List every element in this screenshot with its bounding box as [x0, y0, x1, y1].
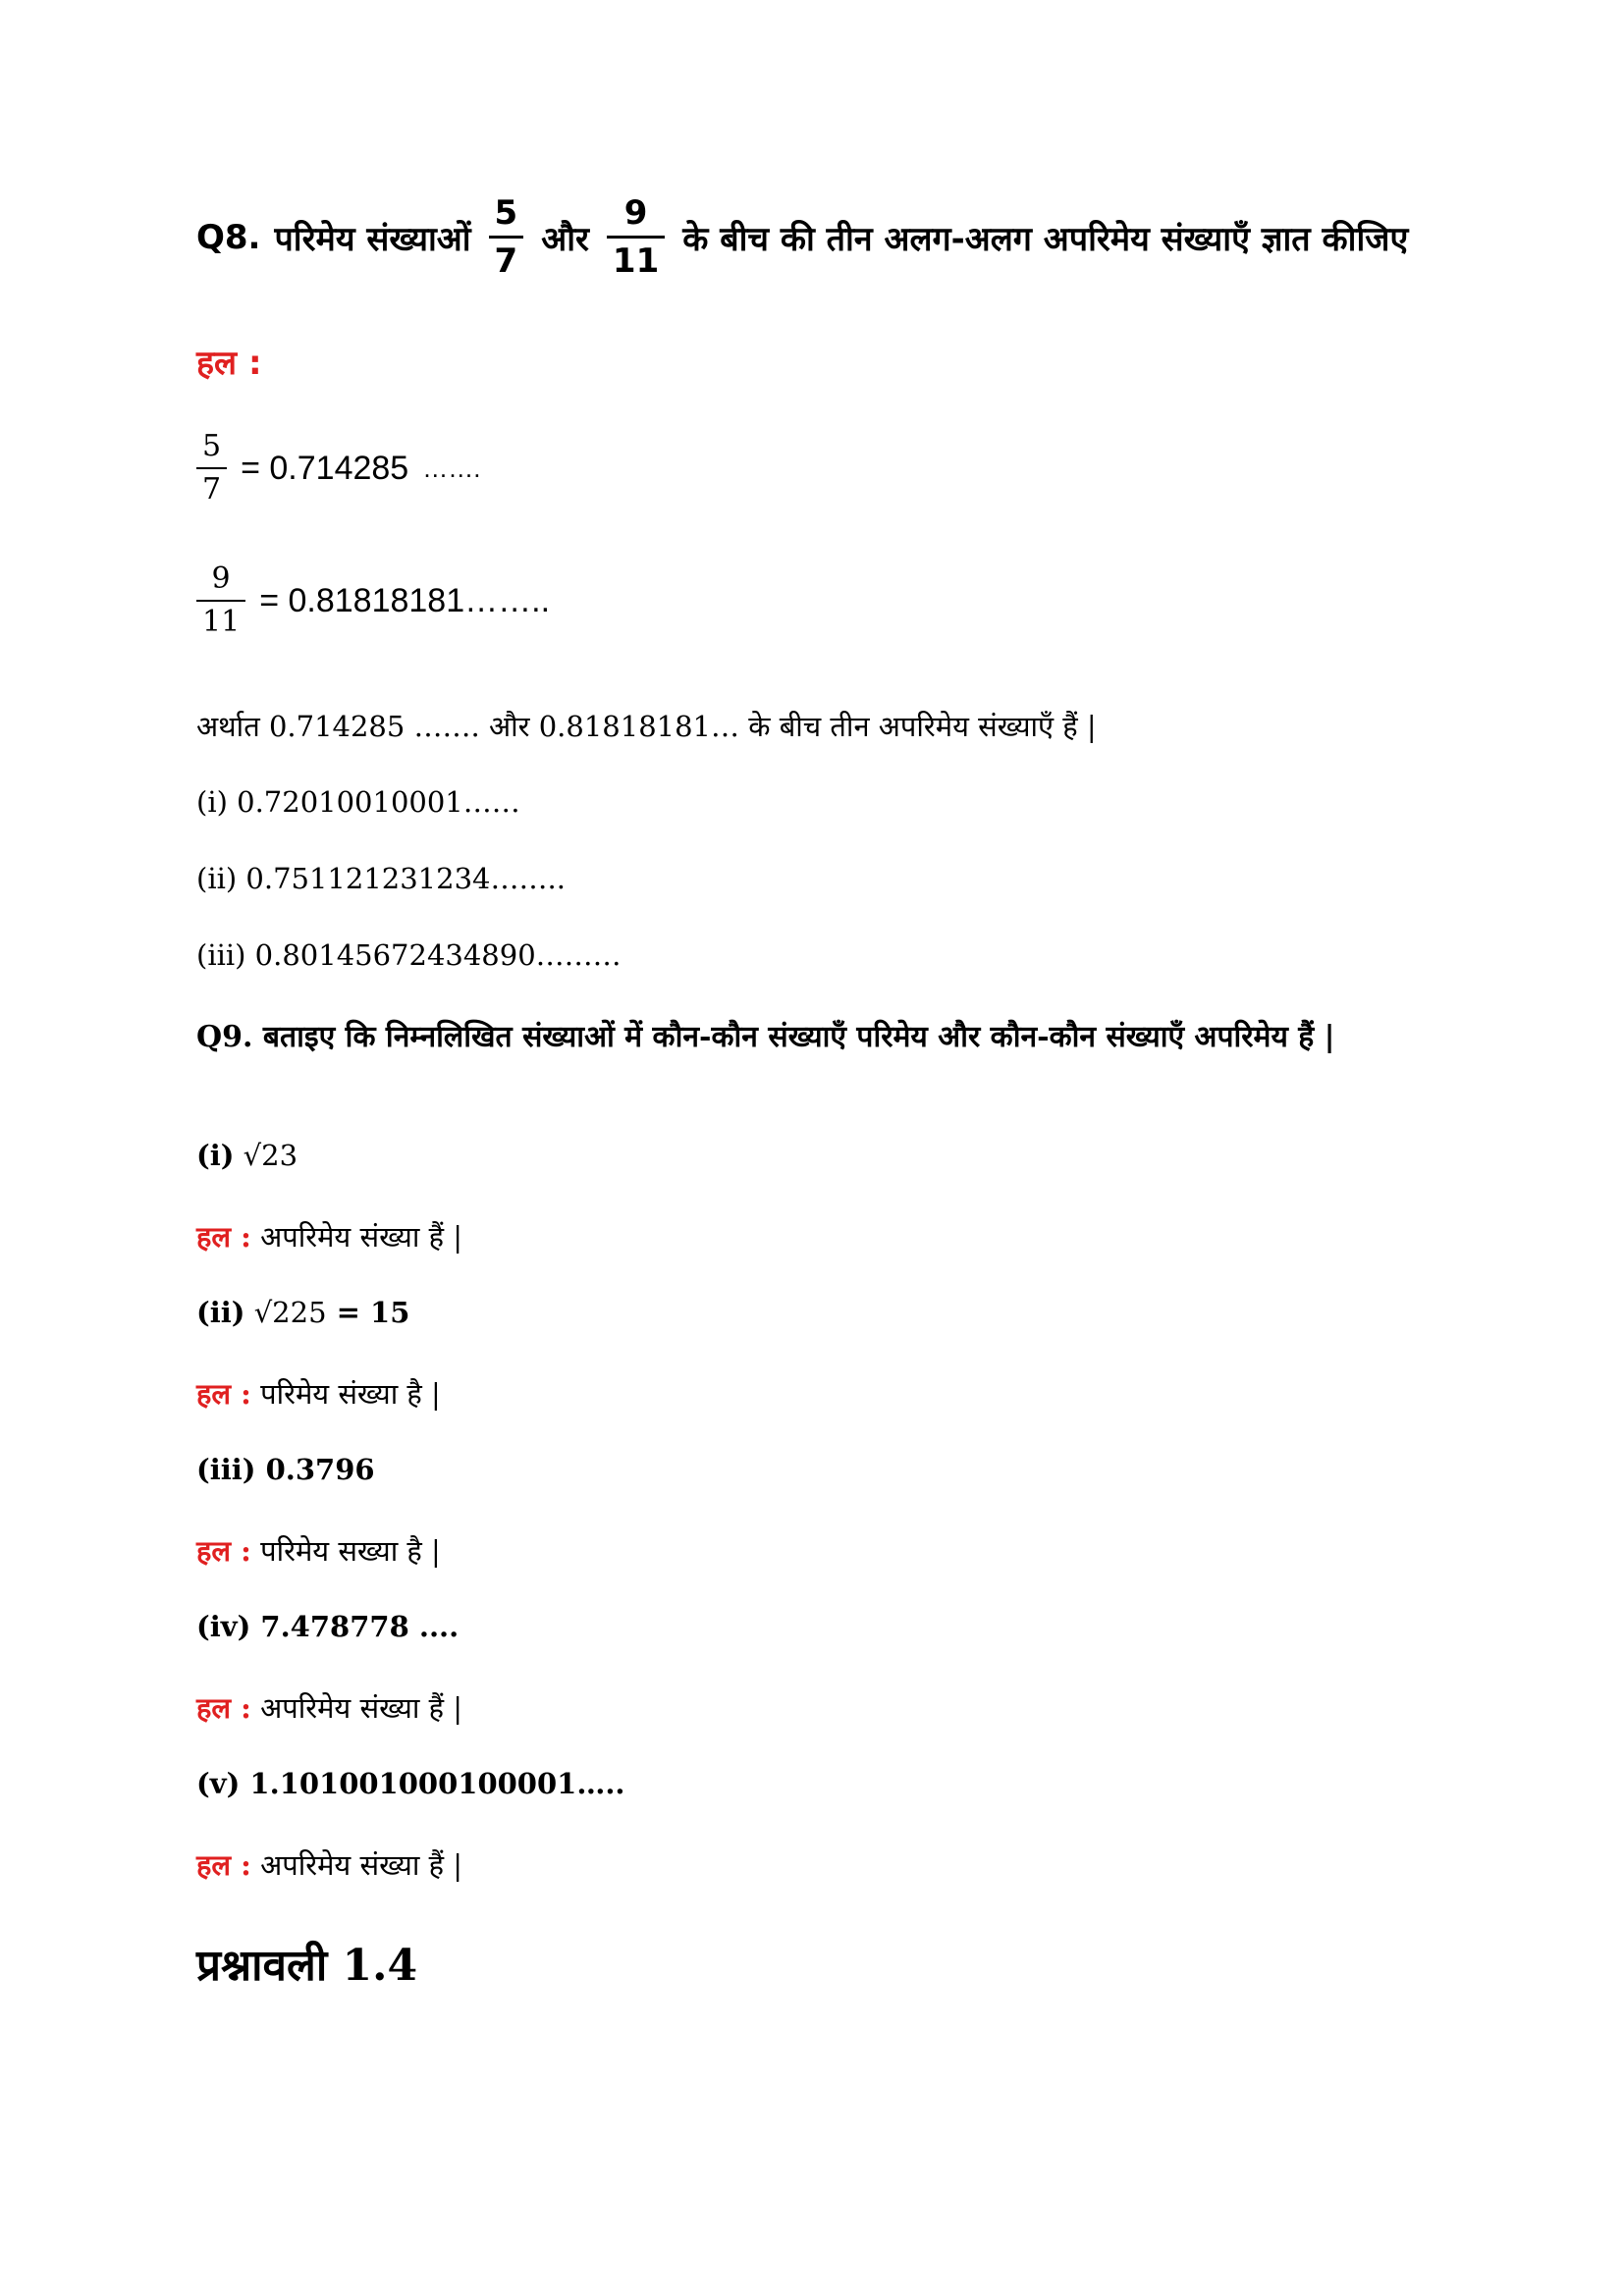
- fraction: $\frac{5}{7}$: [196, 432, 227, 505]
- question-item: [196, 1453, 375, 1486]
- question-item: [196, 1767, 625, 1800]
- question-item: [196, 1610, 459, 1643]
- item-answer: अपरिमेय संख्या हैं |: [260, 1848, 462, 1882]
- solution-label: हल :: [196, 1691, 251, 1725]
- question-9: [196, 1015, 1434, 1060]
- question-text: बताइए कि निम्नलिखित संख्याओं में कौन-कौन संख्याएँ परिमेय और कौन-कौन संख्याएँ अपरिमेय हैं |: [262, 1020, 1335, 1054]
- equation-value: = 0.81818181……..: [259, 581, 551, 619]
- item-solution: [196, 1531, 441, 1570]
- question-text: परिमेय संख्याओं: [274, 219, 471, 259]
- result-item: (iii) 0.80145672434890………: [196, 938, 622, 972]
- question-text: के बीच की तीन अलग-अलग अपरिमेय संख्याएँ ज्ञात कीजिए: [682, 219, 1409, 259]
- question-text: और: [541, 219, 589, 259]
- item-label: (iii) 0.3796: [196, 1453, 375, 1486]
- item-answer: अपरिमेय संख्या हैं |: [260, 1691, 462, 1725]
- item-label: (i): [196, 1139, 235, 1172]
- solution-label: हल :: [196, 1534, 251, 1568]
- item-label: (v) 1.101001000100001…..: [196, 1767, 625, 1800]
- question-item: [196, 1139, 298, 1172]
- item-expression: √23: [234, 1139, 298, 1172]
- question-label: Q9.: [196, 1020, 253, 1054]
- item-expression: √225: [244, 1296, 327, 1329]
- item-solution: [196, 1845, 462, 1884]
- item-result: = 15: [326, 1296, 410, 1329]
- item-solution: [196, 1374, 441, 1413]
- fraction-9-11: $\frac{9}{11}$: [607, 196, 665, 278]
- question-label: Q8.: [196, 217, 261, 257]
- item-label: (iv) 7.478778 ....: [196, 1610, 460, 1643]
- fraction-5-7: $\frac{5}{7}$: [489, 196, 524, 278]
- equation-value: = 0.714285: [241, 449, 409, 487]
- item-solution: [196, 1688, 462, 1727]
- solution-label: हल :: [196, 344, 262, 383]
- fraction: $\frac{9}{11}$: [196, 564, 245, 637]
- solution-label: हल :: [196, 1377, 251, 1411]
- solution-label: हल :: [196, 1848, 251, 1882]
- question-item: [196, 1296, 409, 1329]
- question-8: [196, 193, 1422, 281]
- item-answer: परिमेय संख्या है |: [260, 1377, 441, 1411]
- item-answer: अपरिमेय संख्या हैं |: [260, 1220, 462, 1254]
- meaning-text: अर्थात 0.714285 ……. और 0.81818181… के बीच तीन अपरिमेय संख्याएँ हैं |: [196, 710, 1097, 743]
- item-answer: परिमेय सख्या है |: [260, 1534, 441, 1568]
- solution-label: हल :: [196, 1220, 251, 1254]
- item-solution: [196, 1217, 462, 1255]
- result-item: (ii) 0.751121231234……..: [196, 862, 566, 895]
- item-label: (ii): [196, 1296, 245, 1329]
- equation-dots: …….: [422, 453, 481, 483]
- exercise-title: प्रश्नावली 1.4: [196, 1941, 418, 1991]
- equation-5-7: [196, 429, 481, 507]
- result-item: (i) 0.72010010001……: [196, 785, 520, 819]
- equation-9-11: [196, 561, 551, 639]
